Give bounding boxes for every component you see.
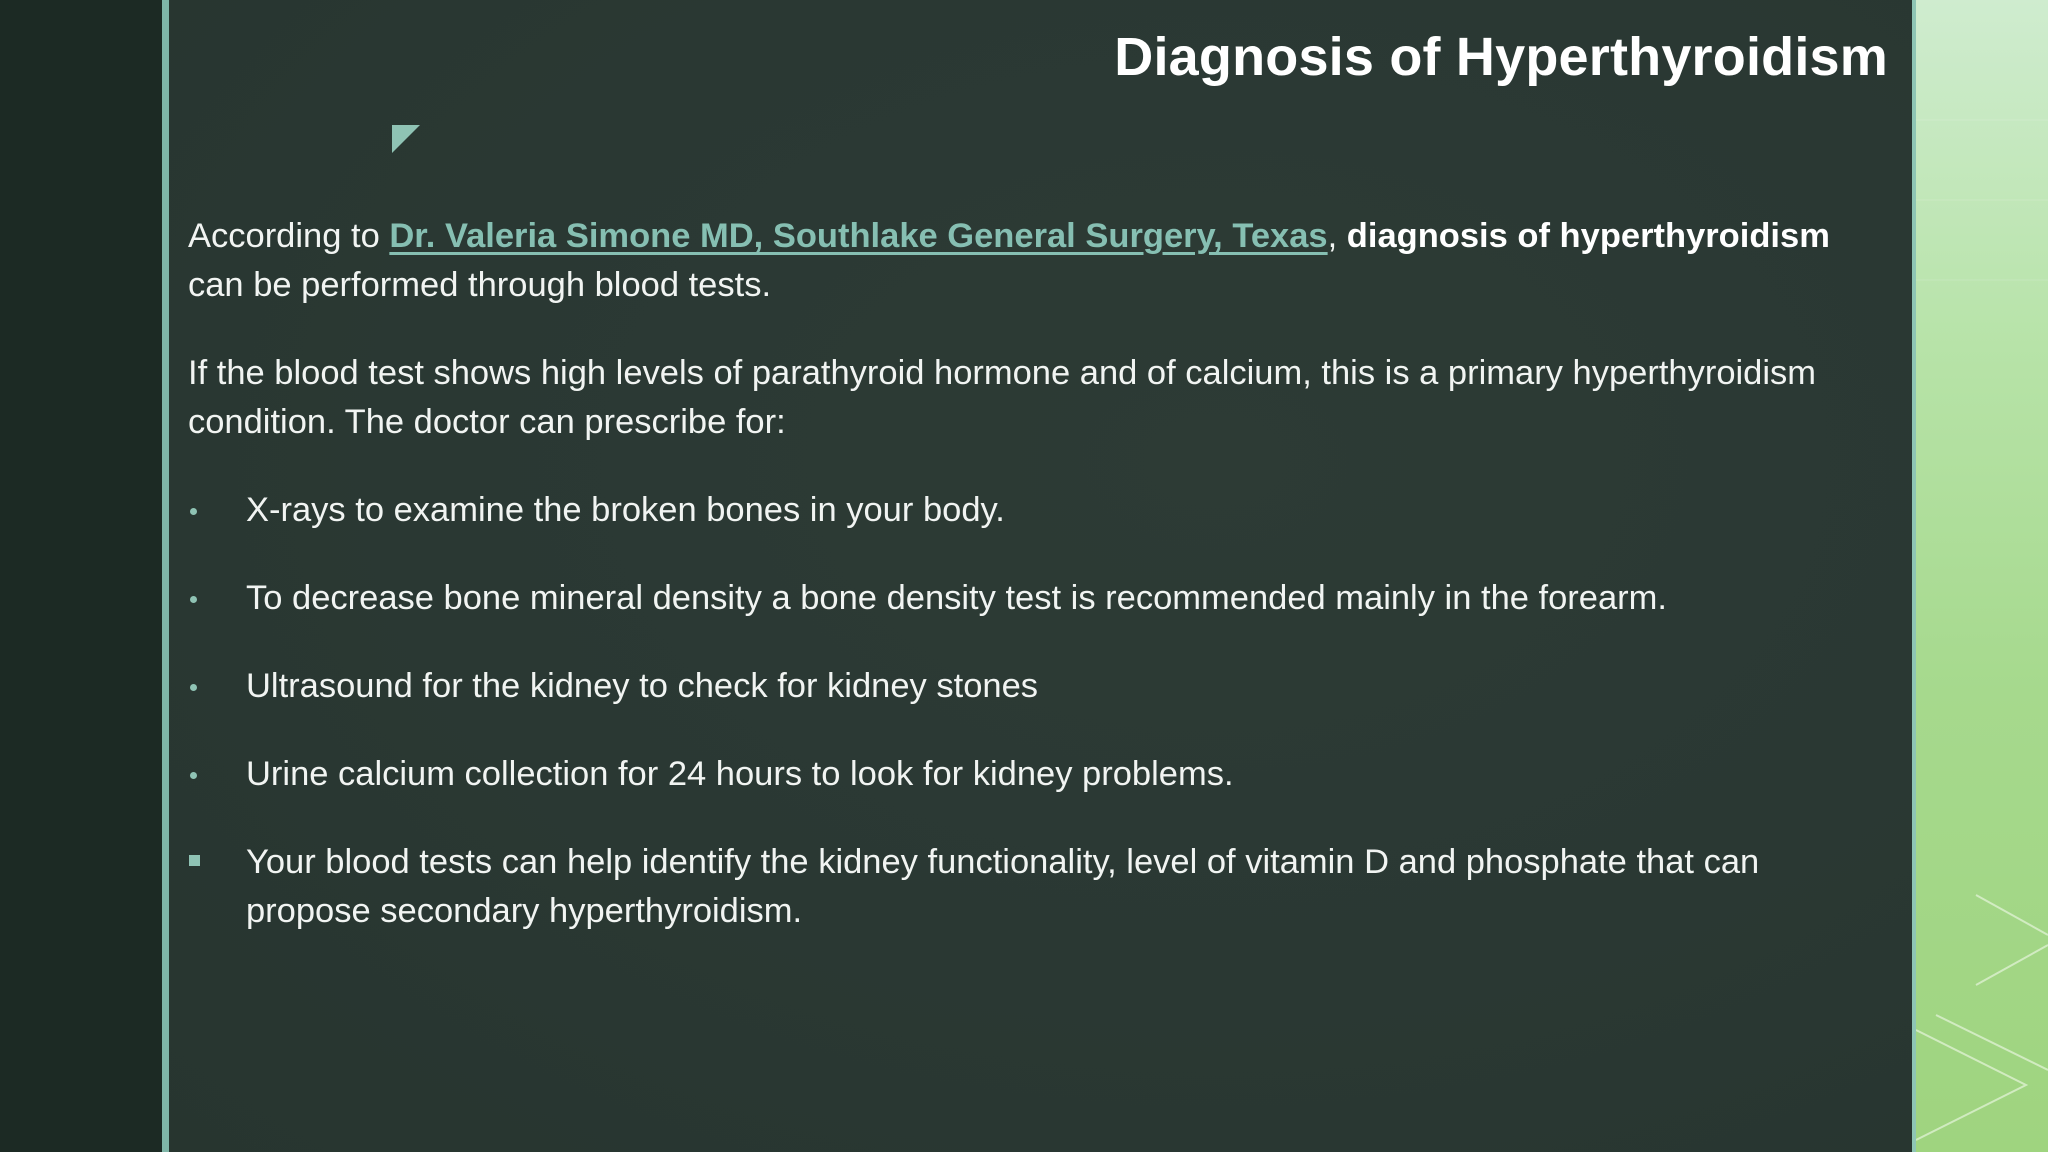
list-item-text: Ultrasound for the kidney to check for kidney stones	[246, 667, 1039, 705]
blood-test-paragraph: If the blood test shows high levels of parathyroid hormone and of calcium, this is a primary hyperthyroidism condition. The doctor can prescribe for:	[188, 354, 1817, 441]
bullet-dot-icon	[190, 596, 197, 603]
decorative-chevrons-icon	[1916, 0, 2048, 1152]
source-link[interactable]: Dr. Valeria Simone MD, Southlake General Surgery, Texas	[389, 217, 1328, 255]
right-green-band	[1916, 0, 2048, 1152]
left-accent-rule	[162, 0, 169, 1152]
slide-title: Diagnosis of Hyperthyroidism	[1114, 27, 1888, 87]
list-item	[188, 750, 1878, 799]
intro-comma: ,	[1327, 217, 1347, 255]
list-item-text: Your blood tests can help identify the kidney functionality, level of vitamin D and phosphate that can propose secondary hyperthyroidism.	[246, 843, 1760, 930]
left-dark-band	[0, 0, 162, 1152]
intro-suffix: can be performed through blood tests.	[188, 266, 772, 304]
list-item	[188, 574, 1878, 623]
list-item-text: X-rays to examine the broken bones in your body.	[246, 491, 1005, 529]
list-item	[188, 486, 1878, 535]
list-item	[188, 662, 1878, 711]
list-item-text: To decrease bone mineral density a bone density test is recommended mainly in the forearm.	[246, 579, 1667, 617]
corner-triangle-icon	[392, 125, 420, 153]
prescription-list	[188, 486, 1878, 936]
list-item	[188, 838, 1878, 936]
bullet-dot-icon	[190, 508, 197, 515]
slide-body	[188, 212, 1878, 975]
bullet-square-icon	[189, 855, 200, 866]
intro-prefix: According to	[188, 217, 390, 255]
bullet-dot-icon	[190, 684, 197, 691]
intro-paragraph	[188, 212, 1878, 310]
intro-bold-term: diagnosis of hyperthyroidism	[1346, 217, 1830, 255]
list-item-text: Urine calcium collection for 24 hours to look for kidney problems.	[246, 755, 1234, 793]
bullet-dot-icon	[190, 772, 197, 779]
